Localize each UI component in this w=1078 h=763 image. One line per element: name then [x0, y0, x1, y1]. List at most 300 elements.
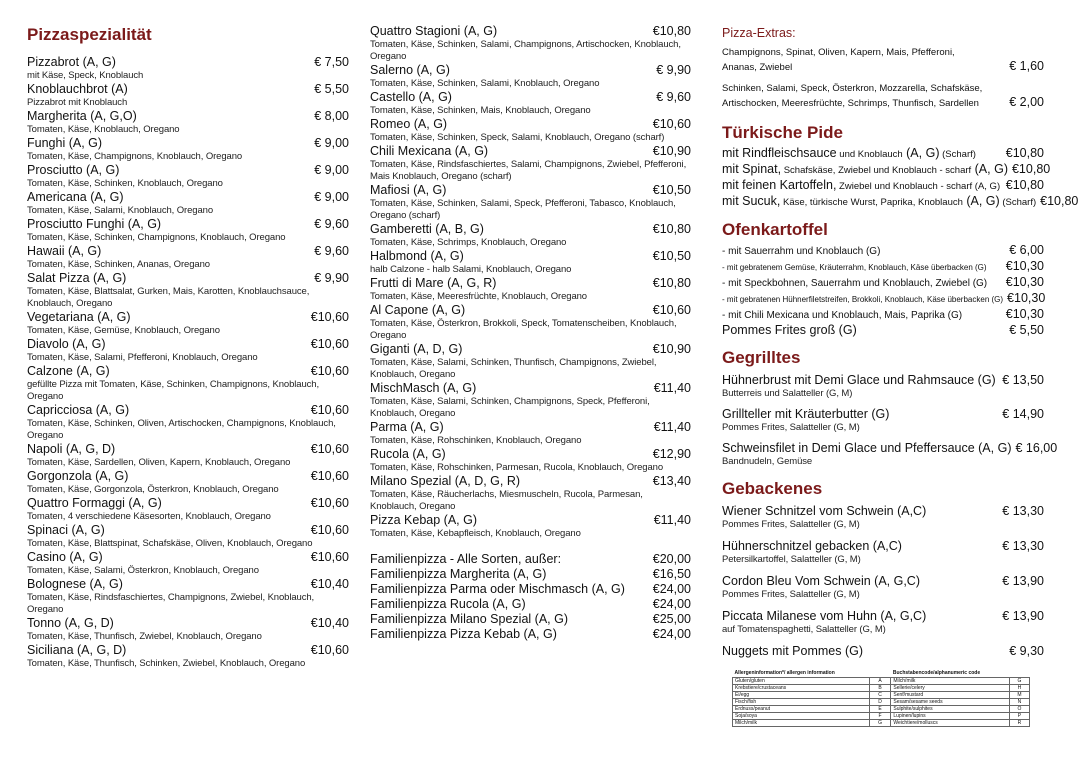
menu-item — [27, 163, 349, 190]
item-price: €10,90 — [652, 144, 691, 158]
item-description: Tomaten, Käse, Salami, Knoblauch, Oregano — [27, 205, 214, 216]
item-price: €25,00 — [652, 612, 691, 626]
allergen-cell: A — [869, 678, 891, 685]
pide-sub2: (Scharf) — [999, 197, 1037, 208]
ofenkartoffel-item — [722, 291, 1044, 307]
allergen-row — [733, 713, 1030, 720]
ofenkartoffel-item-price: € 6,00 — [1009, 243, 1044, 257]
item-name: Quattro Stagioni (A, G) — [370, 24, 498, 38]
menu-item — [27, 244, 349, 271]
item-price: € 9,90 — [656, 63, 691, 77]
ofenkartoffel-item-name: - mit gebratenen Hühnerfiletstreifen, Brokkoli, Knoblauch, Käse überbacken (G) — [722, 295, 1004, 304]
menu-item — [370, 24, 691, 63]
item-description: Tomaten, Käse, Blattsalat, Gurken, Mais, Karotten, Knoblauchsauce, Knoblauch, Oregano — [27, 286, 310, 309]
gebackenes-heading: Gebackenes — [722, 479, 823, 498]
ofenkartoffel-item-name: - mit Speckbohnen, Sauerrahm und Knoblauch, Zwiebel (G) — [722, 278, 988, 289]
ofenkartoffel-item — [722, 323, 1044, 338]
item-price: €10,80 — [652, 24, 691, 38]
item-price: €10,60 — [310, 310, 349, 324]
item-description: Tomaten, Käse, Schinken, Ananas, Oregano — [27, 259, 210, 270]
ofenkartoffel-list — [722, 243, 1044, 338]
allergen-cell: F — [869, 713, 891, 720]
menu-item — [27, 643, 349, 670]
menu-item — [370, 144, 691, 183]
item-price: €12,90 — [652, 447, 691, 461]
ofenkartoffel-item — [722, 307, 1044, 323]
allergen-table — [732, 668, 1030, 727]
menu-item — [27, 577, 349, 616]
item-name: Pizzabrot (A, G) — [27, 55, 116, 69]
menu-item — [722, 609, 1044, 636]
menu-item — [27, 550, 349, 577]
item-name: Milano Spezial (A, D, G, R) — [370, 474, 521, 488]
menu-item — [27, 469, 349, 496]
pide-heading: Türkische Pide — [722, 123, 843, 142]
item-name: Quattro Formaggi (A, G) — [27, 496, 162, 510]
item-name: Gorgonzola (A, G) — [27, 469, 129, 483]
item-price: €10,60 — [310, 469, 349, 483]
extras-price-2: € 2,00 — [1009, 95, 1044, 109]
item-description: Tomaten, Käse, Sardellen, Oliven, Kapern, Knoblauch, Oregano — [27, 457, 291, 468]
allergen-row — [733, 678, 1030, 685]
column-pizza-more — [370, 24, 691, 642]
menu-item — [370, 63, 691, 90]
menu-item — [370, 303, 691, 342]
item-name: Americana (A, G) — [27, 190, 124, 204]
item-price: € 9,60 — [314, 217, 349, 231]
item-name: Giganti (A, D, G) — [370, 342, 463, 356]
item-name: Rucola (A, G) — [370, 447, 446, 461]
menu-item — [370, 183, 691, 222]
menu-item — [27, 217, 349, 244]
item-name: Prosciutto (A, G) — [27, 163, 120, 177]
item-name: Castello (A, G) — [370, 90, 452, 104]
item-name: Nuggets mit Pommes (G) — [722, 644, 864, 658]
item-price: € 9,00 — [314, 190, 349, 204]
item-price: €10,60 — [310, 403, 349, 417]
menu-item — [370, 117, 691, 144]
ofenkartoffel-item-price: €10,30 — [1005, 307, 1044, 321]
menu-item — [370, 90, 691, 117]
item-name: Frutti di Mare (A, G, R) — [370, 276, 497, 290]
item-name: Margherita (A, G,O) — [27, 109, 137, 123]
menu-item — [370, 597, 691, 612]
column-pizza-specials — [27, 24, 349, 670]
menu-item — [722, 574, 1044, 601]
menu-item — [27, 403, 349, 442]
item-price: € 7,50 — [314, 55, 349, 69]
pide-item — [722, 194, 1078, 210]
item-description: Tomaten, Käse, Blattspinat, Schafskäse, Oliven, Knoblauch, Oregano — [27, 538, 313, 549]
pide-sub: und Knoblauch — [836, 149, 903, 160]
pide-main: mit Spinat, — [722, 162, 782, 176]
menu-item — [27, 190, 349, 217]
item-price: € 5,50 — [314, 82, 349, 96]
menu-item — [722, 407, 1044, 434]
item-name: Mafiosi (A, G) — [370, 183, 447, 197]
item-description: Pommes Frites, Salatteller (G, M) — [722, 519, 860, 530]
allergen-cell: Erdnuss/peanut — [733, 706, 870, 713]
item-price: €16,50 — [652, 567, 691, 581]
item-name: Salat Pizza (A, G) — [27, 271, 127, 285]
menu-item — [722, 373, 1044, 400]
menu-item — [370, 249, 691, 276]
item-name: Wiener Schnitzel vom Schwein (A,C) — [722, 504, 927, 518]
item-name: Napoli (A, G, D) — [27, 442, 116, 456]
menu-item — [27, 442, 349, 469]
item-description: Tomaten, Käse, Österkron, Brokkoli, Speck, Tomatenscheiben, Knoblauch, Oregano — [370, 318, 677, 341]
extras-line-2: Ananas, Zwiebel — [722, 62, 793, 73]
item-price: €10,50 — [652, 249, 691, 263]
menu-item — [722, 441, 1058, 468]
ofenkartoffel-item — [722, 243, 1044, 259]
item-price: € 13,30 — [1002, 539, 1044, 553]
item-price: €10,60 — [310, 643, 349, 657]
item-description: Tomaten, Käse, Räucherlachs, Miesmuscheln, Rucola, Parmesan, Knoblauch, Oregano — [370, 489, 643, 512]
allergen-cell: Milch/milk — [733, 720, 870, 727]
item-description: Tomaten, Käse, Schinken, Salami, Champignons, Artischocken, Knoblauch, Oregano — [370, 39, 681, 62]
pide-main2: (A, G) — [902, 146, 940, 160]
item-description: Tomaten, Käse, Rindsfaschiertes, Salami, Champignons, Zwiebel, Pfefferoni, Mais Knoblauch, Oregano (scharf) — [370, 159, 687, 182]
item-description: Tomaten, Käse, Meeresfrüchte, Knoblauch, Oregano — [370, 291, 587, 302]
pizza-list-1 — [27, 55, 349, 670]
allergen-cell: H — [1009, 685, 1029, 692]
item-description: Tomaten, Käse, Salami, Schinken, Thunfisch, Champignons, Zwiebel, Knoblauch, Oregano — [370, 357, 657, 380]
column-extras-and-mains — [722, 26, 1078, 727]
item-description: Pommes Frites, Salatteller (G, M) — [722, 422, 860, 433]
extras-line-3: Schinken, Salami, Speck, Österkron, Mozzarella, Schafskäse, — [722, 83, 983, 94]
item-name: Halbmond (A, G) — [370, 249, 464, 263]
item-description: Tomaten, Käse, Schinken, Salami, Speck, Pfefferoni, Tabasco, Knoblauch, Oregano (scharf) — [370, 198, 676, 221]
ofenkartoffel-item-name: - mit Chili Mexicana und Knoblauch, Mais, Paprika (G) — [722, 310, 963, 321]
item-price: €13,40 — [652, 474, 691, 488]
allergen-cell: D — [869, 699, 891, 706]
item-name: Familienpizza Margherita (A, G) — [370, 567, 547, 581]
pide-item-name — [722, 162, 1008, 178]
item-description: Tomaten, Käse, Knoblauch, Oregano — [27, 124, 180, 135]
pide-item — [722, 162, 1051, 178]
ofenkartoffel-item-price: €10,30 — [1005, 275, 1044, 289]
item-description: Tomaten, Käse, Thunfisch, Zwiebel, Knoblauch, Oregano — [27, 631, 262, 642]
item-name: Familienpizza Rucola (A, G) — [370, 597, 526, 611]
menu-item — [370, 627, 691, 642]
ofenkartoffel-item-price: € 5,50 — [1009, 323, 1044, 337]
item-name: Hühnerschnitzel gebacken (A,C) — [722, 539, 902, 553]
item-price: € 9,60 — [314, 244, 349, 258]
allergen-cell: M — [1009, 692, 1029, 699]
item-price: € 8,00 — [314, 109, 349, 123]
menu-item — [370, 222, 691, 249]
ofenkartoffel-heading: Ofenkartoffel — [722, 220, 828, 239]
allergen-cell: C — [869, 692, 891, 699]
item-price: €10,60 — [310, 550, 349, 564]
item-price: €10,40 — [310, 577, 349, 591]
item-description: Pommes Frites, Salatteller (G, M) — [722, 589, 860, 600]
item-description: Tomaten, Käse, Rohschinken, Parmesan, Rucola, Knoblauch, Oregano — [370, 462, 664, 473]
ofenkartoffel-item — [722, 259, 1044, 275]
item-price: € 9,00 — [314, 163, 349, 177]
item-name: Piccata Milanese vom Huhn (A, G,C) — [722, 609, 927, 623]
item-name: Al Capone (A, G) — [370, 303, 466, 317]
item-description: Tomaten, Käse, Kebapfleisch, Knoblauch, Oregano — [370, 528, 581, 539]
item-price: € 14,90 — [1002, 407, 1044, 421]
allergen-cell: P — [1009, 713, 1029, 720]
item-description: Petersilkartoffel, Salatteller (G, M) — [722, 554, 861, 565]
menu-item — [27, 523, 349, 550]
item-price: € 13,90 — [1002, 574, 1044, 588]
item-name: Romeo (A, G) — [370, 117, 448, 131]
pide-main2: (A, G) — [971, 162, 1008, 176]
item-name: Casino (A, G) — [27, 550, 103, 564]
menu-item — [722, 504, 1044, 531]
item-price: €10,60 — [310, 337, 349, 351]
item-description: Pizzabrot mit Knoblauch — [27, 97, 128, 108]
allergen-cell: Fisch/fish — [733, 699, 870, 706]
item-name: Vegetariana (A, G) — [27, 310, 131, 324]
pide-item — [722, 146, 1044, 162]
item-price: €10,60 — [310, 442, 349, 456]
menu-item — [27, 109, 349, 136]
item-description: Tomaten, Käse, Rohschinken, Knoblauch, Oregano — [370, 435, 582, 446]
allergen-row — [733, 699, 1030, 706]
allergen-cell: G — [869, 720, 891, 727]
menu-item — [370, 513, 691, 540]
allergen-cell: Weichtiere/molluscs — [891, 720, 1010, 727]
item-description: Tomaten, Käse, Schinken, Speck, Salami, Knoblauch, Oregano (scharf) — [370, 132, 665, 143]
allergen-cell: G — [1009, 678, 1029, 685]
menu-item — [370, 552, 691, 567]
menu-item — [27, 310, 349, 337]
item-price: €24,00 — [652, 597, 691, 611]
item-description: Tomaten, Käse, Schinken, Champignons, Knoblauch, Oregano — [27, 232, 286, 243]
menu-item — [27, 82, 349, 109]
item-price: € 13,90 — [1002, 609, 1044, 623]
item-name: Gamberetti (A, B, G) — [370, 222, 484, 236]
allergen-cell: N — [1009, 699, 1029, 706]
family-pizza-list — [370, 552, 691, 642]
item-price: €10,60 — [310, 364, 349, 378]
item-price: €11,40 — [653, 420, 691, 434]
menu-item — [370, 447, 691, 474]
item-description: Tomaten, Käse, Salami, Österkron, Knoblauch, Oregano — [27, 565, 259, 576]
allergen-cell: E — [869, 706, 891, 713]
menu-item — [27, 136, 349, 163]
item-name: Salerno (A, G) — [370, 63, 450, 77]
item-description: Tomaten, Käse, Schinken, Oliven, Artischocken, Champignons, Knoblauch, Oregano — [27, 418, 336, 441]
allergen-row — [733, 685, 1030, 692]
item-price: € 13,30 — [1002, 504, 1044, 518]
pide-sub2: (Scharf) — [939, 149, 976, 160]
item-name: Chili Mexicana (A, G) — [370, 144, 489, 158]
item-description: gefüllte Pizza mit Tomaten, Käse, Schinken, Champignons, Knoblauch, Oregano — [27, 379, 320, 402]
menu-item — [370, 567, 691, 582]
gebackenes-list — [722, 504, 1044, 659]
item-description: Tomaten, Käse, Rindsfaschiertes, Champignons, Zwiebel, Knoblauch, Oregano — [27, 592, 315, 615]
pide-main: mit Sucuk, — [722, 194, 781, 208]
item-price: €24,00 — [652, 582, 691, 596]
ofenkartoffel-item-price: €10,30 — [1005, 259, 1044, 273]
ofenkartoffel-item-price: €10,30 — [1007, 291, 1046, 305]
menu-item — [370, 474, 691, 513]
item-description: Bandnudeln, Gemüse — [722, 456, 813, 467]
item-price: €10,60 — [310, 523, 349, 537]
menu-item — [370, 420, 691, 447]
item-price: € 13,50 — [1002, 373, 1044, 387]
item-description: Tomaten, Käse, Gemüse, Knoblauch, Oregano — [27, 325, 220, 336]
allergen-cell: Krebstiere/crustaceans — [733, 685, 870, 692]
item-name: Parma (A, G) — [370, 420, 444, 434]
pide-main: mit Rindfleischsauce — [722, 146, 837, 160]
gegrilltes-heading: Gegrilltes — [722, 348, 801, 367]
allergen-row — [733, 706, 1030, 713]
item-name: Grillteller mit Kräuterbutter (G) — [722, 407, 890, 421]
pide-item-name — [722, 146, 976, 162]
pide-item-price: €10,80 — [1005, 146, 1044, 160]
item-price: €10,40 — [310, 616, 349, 630]
item-price: €11,40 — [653, 513, 691, 527]
menu-item — [27, 616, 349, 643]
item-name: Siciliana (A, G, D) — [27, 643, 127, 657]
extras-price-1: € 1,60 — [1009, 59, 1044, 73]
item-description: Tomaten, Käse, Thunfisch, Schinken, Zwiebel, Knoblauch, Oregano — [27, 658, 306, 669]
item-price: €11,40 — [653, 381, 691, 395]
item-name: Calzone (A, G) — [27, 364, 110, 378]
item-price: € 9,60 — [656, 90, 691, 104]
pide-item-price: €10,80 — [1005, 178, 1044, 192]
menu-item — [722, 644, 1044, 659]
menu-item — [370, 582, 691, 597]
item-name: Funghi (A, G) — [27, 136, 103, 150]
allergen-row — [733, 720, 1030, 727]
allergen-cell: Sulphite/sulphites — [891, 706, 1010, 713]
pide-item-price: €10,80 — [1040, 194, 1078, 208]
menu-item — [722, 539, 1044, 566]
allergen-row — [733, 692, 1030, 699]
item-price: € 9,00 — [314, 136, 349, 150]
item-price: €20,00 — [652, 552, 691, 566]
item-description: mit Käse, Speck, Knoblauch — [27, 70, 144, 81]
item-description: auf Tomatenspaghetti, Salatteller (G, M) — [722, 624, 886, 635]
ofenkartoffel-item-name: - mit gebratenem Gemüse, Kräuterrahm, Knoblauch, Käse überbacken (G) — [722, 263, 987, 272]
item-description: Tomaten, Käse, Schinken, Salami, Knoblauch, Oregano — [370, 78, 600, 89]
item-price: €10,80 — [652, 276, 691, 290]
menu-item — [370, 342, 691, 381]
item-description: Tomaten, Käse, Schinken, Mais, Knoblauch, Oregano — [370, 105, 591, 116]
item-description: Tomaten, Käse, Salami, Schinken, Champignons, Speck, Pfefferoni, Knoblauch, Oregano — [370, 396, 650, 419]
item-description: Butterreis und Salatteller (G, M) — [722, 388, 853, 399]
menu-item — [27, 271, 349, 310]
item-name: Hawaii (A, G) — [27, 244, 102, 258]
pide-sub: Schafskäse, Zwiebel und Knoblauch - scharf — [781, 165, 972, 176]
menu-item — [370, 276, 691, 303]
allergen-cell: Sellerie/celery — [891, 685, 1010, 692]
menu-item — [370, 612, 691, 627]
item-name: Familienpizza - Alle Sorten, außer: — [370, 552, 562, 566]
pide-item-name — [722, 194, 1036, 210]
menu-item — [27, 364, 349, 403]
item-price: € 16,00 — [1015, 441, 1058, 455]
allergen-table-box — [732, 668, 1044, 727]
item-name: Pizza Kebap (A, G) — [370, 513, 477, 527]
item-name: Familienpizza Pizza Kebab (A, G) — [370, 627, 557, 641]
item-name: Familienpizza Milano Spezial (A, G) — [370, 612, 568, 626]
menu-item — [27, 496, 349, 523]
item-description: halb Calzone - halb Salami, Knoblauch, Oregano — [370, 264, 572, 275]
allergen-header-2: Buchstabencode/alphanumeric code — [892, 669, 981, 676]
allergen-cell: Gluten/gluten — [733, 678, 870, 685]
pide-item-price: €10,80 — [1011, 162, 1051, 176]
item-name: Cordon Bleu Vom Schwein (A, G,C) — [722, 574, 920, 588]
item-name: Spinaci (A, G) — [27, 523, 105, 537]
item-price: € 9,30 — [1009, 644, 1044, 658]
item-description: Tomaten, Käse, Schinken, Knoblauch, Oregano — [27, 178, 223, 189]
item-name: Familienpizza Parma oder Mischmasch (A, G) — [370, 582, 625, 596]
item-name: Knoblauchbrot (A) — [27, 82, 128, 96]
item-description: Tomaten, Käse, Champignons, Knoblauch, Oregano — [27, 151, 243, 162]
ofenkartoffel-item-name: - mit Sauerrahm und Knoblauch (G) — [722, 246, 881, 257]
pide-main: mit feinen Kartoffeln, — [722, 178, 837, 192]
pide-item — [722, 178, 1044, 194]
item-price: €10,60 — [652, 303, 691, 317]
pizza-extras-heading: Pizza-Extras: — [722, 26, 796, 40]
pide-item-name — [722, 178, 1000, 194]
item-name: Tonno (A, G, D) — [27, 616, 114, 630]
item-name: Schweinsfilet in Demi Glace und Pfeffersauce (A, G) — [722, 441, 1012, 455]
extras-line-1: Champignons, Spinat, Oliven, Kapern, Mais, Pfefferoni, — [722, 47, 955, 58]
ofenkartoffel-item-name: Pommes Frites groß (G) — [722, 323, 857, 337]
item-name: MischMasch (A, G) — [370, 381, 477, 395]
item-price: €10,60 — [310, 496, 349, 510]
extras-line-4: Artischocken, Meeresfrüchte, Schrimps, Thunfisch, Sardellen — [722, 98, 979, 109]
pizza-list-2 — [370, 24, 691, 540]
item-description: Tomaten, 4 verschiedene Käsesorten, Knoblauch, Oregano — [27, 511, 271, 522]
item-price: €10,50 — [652, 183, 691, 197]
item-name: Hühnerbrust mit Demi Glace und Rahmsauce (G) — [722, 373, 996, 387]
allergen-cell: Ei/egg — [733, 692, 870, 699]
allergen-cell: Milch/milk — [891, 678, 1010, 685]
allergen-cell: B — [869, 685, 891, 692]
menu-item — [27, 337, 349, 364]
item-price: €10,90 — [652, 342, 691, 356]
item-price: €24,00 — [652, 627, 691, 641]
allergen-cell: O — [1009, 706, 1029, 713]
allergen-cell: Lupinen/lupins — [891, 713, 1010, 720]
allergen-cell: Sesam/sesame seeds — [891, 699, 1010, 706]
item-description: Tomaten, Käse, Gorgonzola, Österkron, Knoblauch, Oregano — [27, 484, 279, 495]
item-description: Tomaten, Käse, Salami, Pfefferoni, Knoblauch, Oregano — [27, 352, 258, 363]
menu-item — [27, 55, 349, 82]
allergen-cell: Senf/mustard — [891, 692, 1010, 699]
pide-sub: Zwiebel und Knoblauch - scharf (A, G) — [836, 181, 1001, 192]
item-price: €10,60 — [652, 117, 691, 131]
item-name: Prosciutto Funghi (A, G) — [27, 217, 162, 231]
item-name: Diavolo (A, G) — [27, 337, 106, 351]
item-price: €10,80 — [652, 222, 691, 236]
pizza-extras-section — [722, 26, 1044, 110]
item-name: Bolognese (A, G) — [27, 577, 123, 591]
item-price: € 9,90 — [314, 271, 349, 285]
item-description: Tomaten, Käse, Schrimps, Knoblauch, Oregano — [370, 237, 567, 248]
item-name: Capricciosa (A, G) — [27, 403, 130, 417]
pide-sub: Käse, türkische Wurst, Paprika, Knoblauch — [780, 197, 963, 208]
pide-main2: (A, G) — [962, 194, 1000, 208]
gegrilltes-list — [722, 373, 1058, 468]
allergen-cell: R — [1009, 720, 1029, 727]
allergen-cell: Soja/soya — [733, 713, 870, 720]
pizza-specials-heading: Pizzaspezialität — [27, 25, 152, 44]
ofenkartoffel-item — [722, 275, 1044, 291]
pide-list — [722, 146, 1078, 210]
